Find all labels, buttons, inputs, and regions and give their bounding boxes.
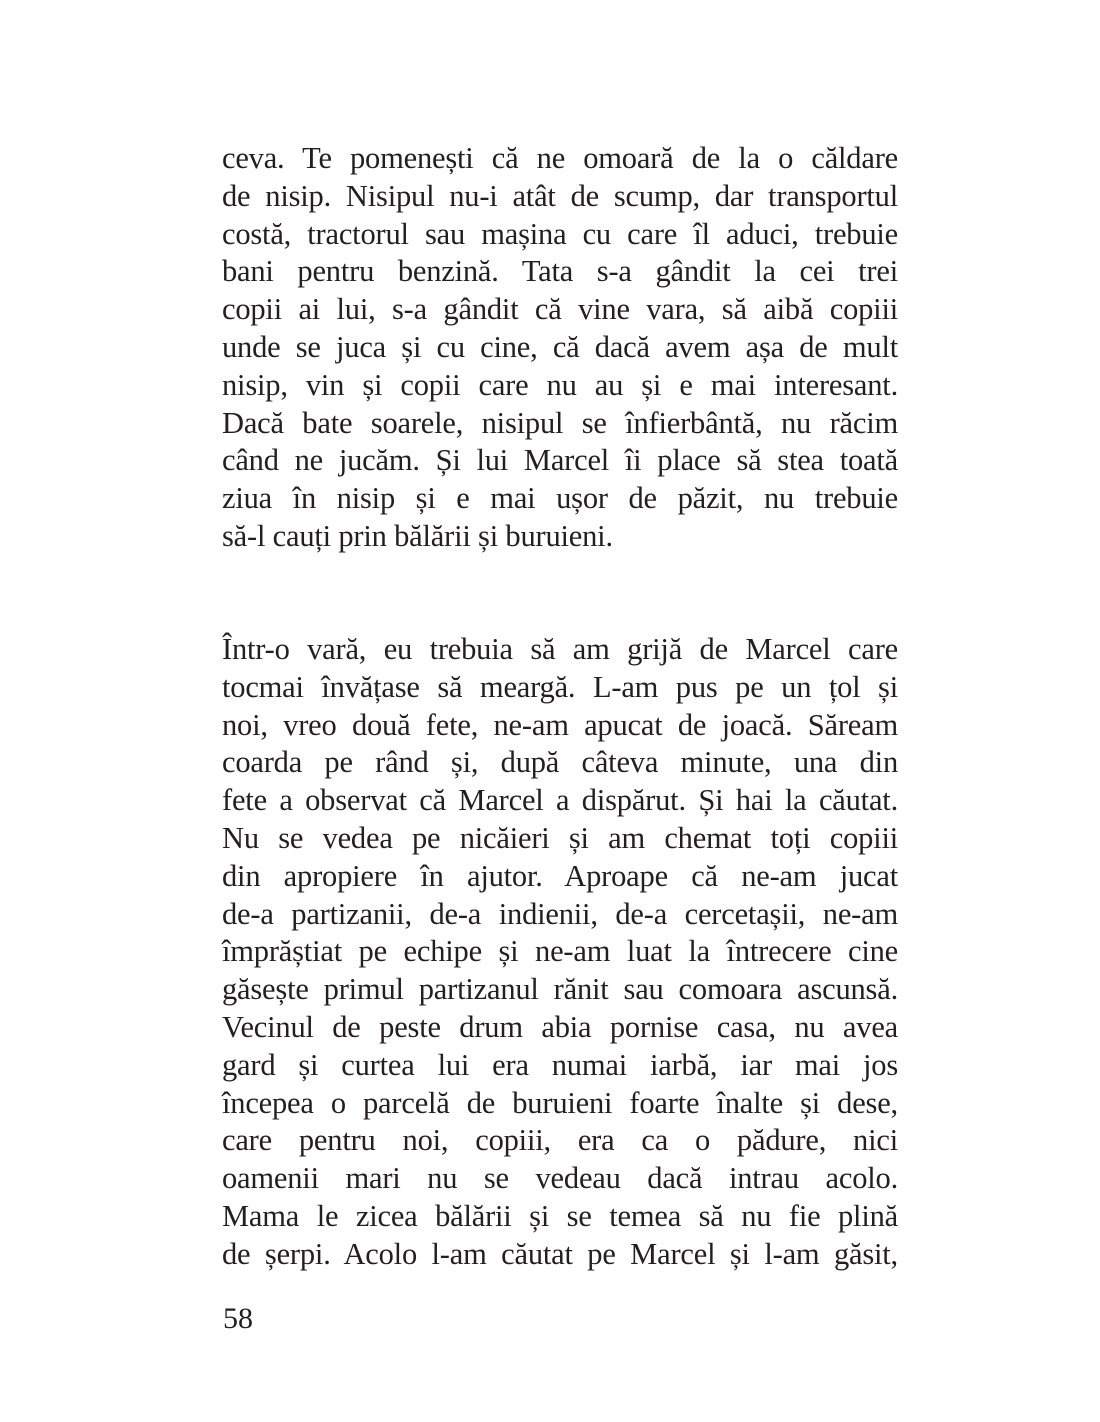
text-line: costă, tractorul sau mașina cu care îl aduci, trebuie — [222, 216, 898, 251]
text-line: Dacă bate soarele, nisipul se înfierbântă, nu răcim — [222, 405, 898, 440]
text-line: de șerpi. Acolo l-am căutat pe Marcel și l-am găsit, — [222, 1236, 898, 1271]
text-line: care pentru noi, copiii, era ca o pădure, nici — [222, 1123, 898, 1158]
text-line: bani pentru benzină. Tata s-a gândit la cei trei — [222, 254, 898, 289]
text-line: din apropiere în ajutor. Aproape că ne-am jucat — [222, 858, 898, 893]
text-line: tocmai învățase să meargă. L-am pus pe un țol și — [222, 669, 898, 704]
paragraph-2 — [222, 631, 898, 1274]
text-line: coarda pe rând și, după câteva minute, una din — [222, 745, 898, 780]
text-line: când ne jucăm. Și lui Marcel îi place să stea toată — [222, 443, 898, 478]
text-line: să-l cauți prin bălării și buruieni. — [222, 518, 613, 553]
page-number: 58 — [223, 1302, 253, 1335]
text-line: copii ai lui, s-a gândit că vine vara, să aibă copiii — [222, 292, 898, 327]
text-line: ceva. Te pomenești că ne omoară de la o căldare — [222, 141, 898, 175]
text-line: de-a partizanii, de-a indienii, de-a cercetașii, ne-am — [222, 896, 898, 931]
text-line: găsește primul partizanul rănit sau comoara ascunsă. — [222, 972, 898, 1007]
text-line: începea o parcelă de buruieni foarte înalte și dese, — [222, 1085, 898, 1120]
text-line: de nisip. Nisipul nu-i atât de scump, dar transportul — [222, 178, 898, 213]
text-line: Vecinul de peste drum abia pornise casa, nu avea — [222, 1009, 898, 1044]
paragraph-1 — [222, 140, 898, 556]
text-line: Într-o vară, eu trebuia să am grijă de Marcel care — [222, 632, 898, 666]
text-line: unde se juca și cu cine, că dacă avem așa de mult — [222, 329, 898, 364]
text-line: împrăștiat pe echipe și ne-am luat la întrecere cine — [222, 934, 898, 969]
text-line: ziua în nisip și e mai ușor de păzit, nu trebuie — [222, 481, 898, 516]
text-line: Nu se vedea pe nicăieri și am chemat toți copiii — [222, 820, 898, 855]
text-line: gard și curtea lui era numai iarbă, iar mai jos — [222, 1047, 898, 1082]
text-line: oamenii mari nu se vedeau dacă intrau acolo. — [222, 1161, 898, 1196]
text-line: fete a observat că Marcel a dispărut. Și hai la căutat. — [222, 783, 898, 818]
text-line: nisip, vin și copii care nu au și e mai interesant. — [222, 367, 898, 402]
text-line: Mama le zicea bălării și se temea să nu fie plină — [222, 1198, 898, 1233]
text-line: noi, vreo două fete, ne-am apucat de joacă. Săream — [222, 707, 898, 742]
